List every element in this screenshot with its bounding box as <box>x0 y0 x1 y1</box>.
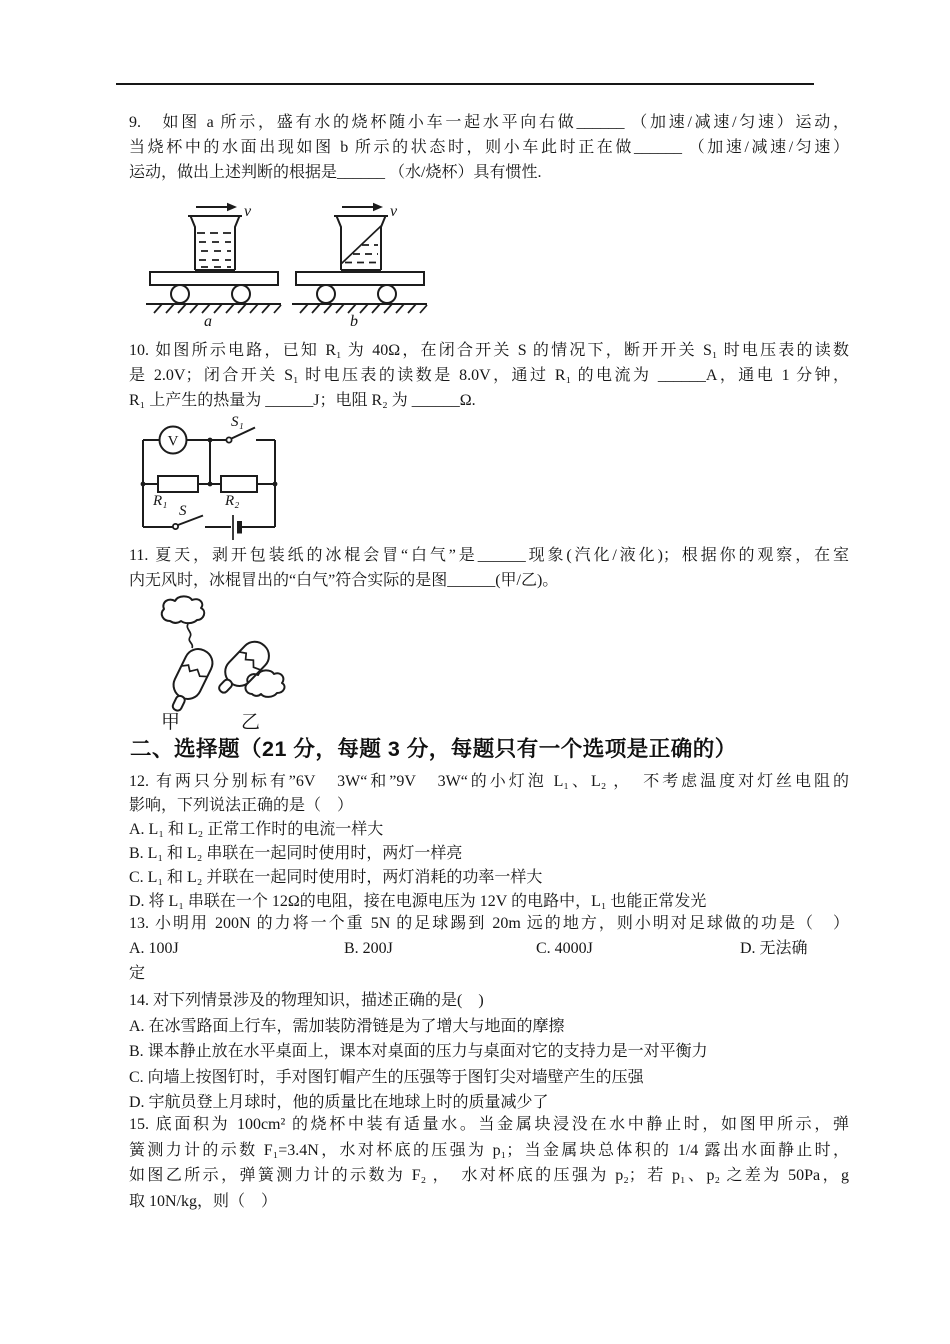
question-13-option-a: A. 100J <box>129 940 179 957</box>
velocity-arrow-icon <box>227 203 237 211</box>
question-12-line-1: 12. 有两只分别标有”6V 3W“和”9V 3W“的小灯泡 L₁、L₂ ， 不考虑温度对灯丝电阻的 <box>129 773 849 790</box>
figure-caption-jia: 甲 <box>161 712 181 733</box>
icepop-yi <box>211 636 285 733</box>
vapor-trail <box>187 624 192 648</box>
icepop-figure <box>148 594 293 732</box>
vapor-cloud-up <box>162 596 204 623</box>
icepop-jia-stick <box>171 694 186 711</box>
question-14-option-b: B. 课本静止放在水平桌面上，课本对桌面的压力与桌面对它的支持力是一对平衡力 <box>129 1043 708 1060</box>
resistor-r2-label: R₂ <box>225 493 240 509</box>
cart-b <box>292 203 427 330</box>
question-15-line-3: 如图乙所示，弹簧测力计的示数为 F₂ ， 水对杯底的压强为 p₂；若 p₁、p₂ 之差为 50Pa，g <box>129 1167 849 1184</box>
question-9 <box>129 110 849 185</box>
switch-s1-label: S₁ <box>231 414 244 430</box>
ground-hatch-b <box>300 304 427 313</box>
question-14-option-a: A. 在冰雪路面上行车，需加装防滑链是为了增大与地面的摩擦 <box>129 1017 565 1035</box>
question-11 <box>129 543 849 593</box>
icepop-jia <box>161 596 217 733</box>
section-2-title: 二、选择题（21 分，每题 3 分，每题只有一个选项是正确的） <box>130 737 737 761</box>
carts-beaker-figure <box>144 200 424 328</box>
question-13-option-d: D. 无法确 <box>740 940 808 957</box>
question-13-option-d-overflow: 定 <box>129 965 146 982</box>
question-10-line-2: 是 2.0V；闭合开关 S₁ 时电压表的读数是 8.0V，通过 R₁ 的电流为 ______A，通电 1 分钟， <box>129 367 849 384</box>
question-12-option-d: D. 将 L₁ 串联在一个 12Ω的电阻，接在电源电压为 12V 的电路中，L₁ 也能正常发光 <box>129 893 707 910</box>
figure-caption-a: a <box>204 313 212 330</box>
question-13-stem: 13. 小明用 200N 的力将一个重 5N 的足球踢到 20m 远的地方，则小明对足球做的功是（ ） <box>129 915 849 932</box>
cart-a <box>146 203 281 330</box>
question-14-stem: 14. 对下列情景涉及的物理知识，描述正确的是( ) <box>129 992 484 1009</box>
circuit-figure <box>141 414 281 542</box>
question-10 <box>129 338 849 413</box>
junction-dot-mid <box>208 482 213 487</box>
question-13 <box>129 911 849 986</box>
question-14-option-d: D. 宇航员登上月球时，他的质量比在地球上时的质量减少了 <box>129 1094 549 1111</box>
junction-dot-right <box>273 482 278 487</box>
question-9-line-3: 运动，做出上述判断的根据是______ （水/烧杯）具有惯性. <box>129 164 542 181</box>
velocity-arrow-icon <box>373 203 383 211</box>
question-15-line-4: 取 10N/kg，则（ ） <box>129 1192 278 1210</box>
cart-b-plank <box>296 272 424 285</box>
resistor-r1-label: R₁ <box>153 493 168 509</box>
question-13-options-row <box>129 936 849 961</box>
switch-s1-pivot <box>226 437 231 442</box>
switch-s-pivot <box>173 524 178 529</box>
question-14 <box>129 988 849 1116</box>
question-10-line-3: R₁ 上产生的热量为 ______J；电阻 R₂ 为 ______Ω. <box>129 392 476 409</box>
question-12-option-b: B. L₁ 和 L₂ 串联在一起同时使用时，两灯一样亮 <box>129 845 463 862</box>
question-13-option-b: B. 200J <box>344 940 393 957</box>
junction-dot-left <box>141 482 146 487</box>
cart-a-wheel-left <box>171 285 189 303</box>
question-13-option-c: C. 4000J <box>536 940 593 957</box>
question-10-line-1: 10. 如图所示电路，已知 R₁ 为 40Ω，在闭合开关 S 的情况下，断开开关 S₁ 时电压表的读数 <box>129 342 849 359</box>
beaker-a <box>188 216 242 270</box>
figure-caption-yi: 乙 <box>241 712 261 733</box>
header-divider <box>116 83 814 85</box>
question-12-option-a: A. L₁ 和 L₂ 正常工作时的电流一样大 <box>129 821 384 838</box>
switch-s-label: S <box>179 503 187 519</box>
cart-a-plank <box>150 272 278 285</box>
velocity-label-a: v <box>244 203 252 220</box>
cart-b-wheel-right <box>378 285 396 303</box>
question-12-option-c: C. L₁ 和 L₂ 并联在一起同时使用时，两灯消耗的功率一样大 <box>129 869 543 886</box>
vapor-cloud-down <box>245 670 284 697</box>
question-14-option-c: C. 向墙上按图钉时，手对图钉帽产生的压强等于图钉尖对墙壁产生的压强 <box>129 1068 644 1086</box>
question-12-line-2: 影响，下列说法正确的是（ ） <box>129 797 354 814</box>
cart-b-wheel-left <box>317 285 335 303</box>
resistor-r1 <box>158 476 198 492</box>
question-15-line-2: 簧测力计的示数 F₁=3.4N，水对杯底的压强为 p₁；当金属块总体积的 1/4 露出水面静止时， <box>129 1141 849 1159</box>
question-15 <box>129 1112 849 1214</box>
beaker-b <box>334 216 388 270</box>
resistor-r2 <box>221 476 257 492</box>
voltmeter-label: V <box>167 433 179 450</box>
icepop-jia-body <box>169 644 217 703</box>
velocity-label-b: v <box>390 203 398 220</box>
question-15-line-1: 15. 底面积为 100cm² 的烧杯中装有适量水。当金属块浸没在水中静止时，如图甲所示，弹 <box>129 1116 849 1133</box>
question-12 <box>129 770 849 914</box>
question-11-line-2: 内无风时，冰棍冒出的“白气”符合实际的是图______(甲/乙)。 <box>129 572 559 589</box>
figure-caption-b: b <box>350 313 358 330</box>
ground-hatch-a <box>154 304 281 313</box>
question-9-line-2: 当烧杯中的水面出现如图 b 所示的状态时，则小车此时正在做______ （加速/减速/匀速） <box>129 139 849 156</box>
question-9-line-1: 9. 如图 a 所示，盛有水的烧杯随小车一起水平向右做______ （加速/减速/匀速）运动， <box>129 114 849 131</box>
cart-a-wheel-right <box>232 285 250 303</box>
question-11-line-1: 11. 夏天，剥开包装纸的冰棍会冒“白气”是______现象(汽化/液化)；根据你的观察，在室 <box>129 547 849 564</box>
